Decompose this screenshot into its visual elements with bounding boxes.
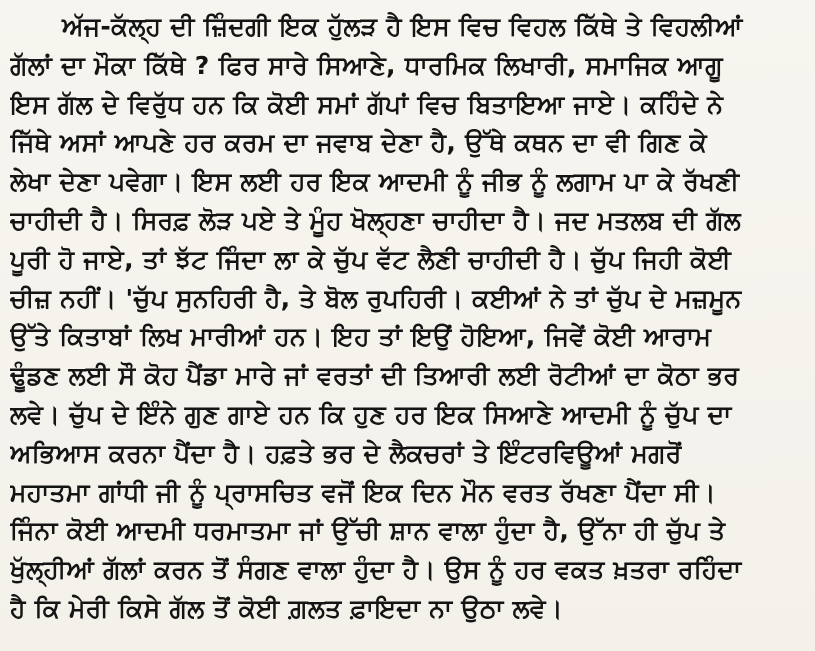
text-line-5: ਲੇਖਾ ਦੇਣਾ ਪਵੇਗਾ। ਇਸ ਲਈ ਹਰ ਇਕ ਆਦਮੀ ਨੂੰ ਜੀਭ ਨੂੰ ਲਗਾਮ ਪਾ ਕੇ ਰੱਖਣੀ <box>10 167 740 197</box>
text-line-12: ਅਭਿਆਸ ਕਰਨਾ ਪੈਂਦਾ ਹੈ। ਹਫ਼ਤੇ ਭਰ ਦੇ ਲੈਕਚਰਾਂ ਤੇ ਇੰਟਰਵਿਊਆਂ ਮਗਰੋਂ <box>10 438 682 468</box>
text-line-6: ਚਾਹੀਦੀ ਹੈ। ਸਿਰਫ਼ ਲੋੜ ਪਏ ਤੇ ਮੂੰਹ ਖੋਲ੍ਹਣਾ ਚਾਹੀਦਾ ਹੈ। ਜਦ ਮਤਲਬ ਦੀ ਗੱਲ <box>10 205 741 235</box>
text-line-13: ਮਹਾਤਮਾ ਗਾਂਧੀ ਜੀ ਨੂੰ ਪ੍ਰਾਸਚਿਤ ਵਜੋਂ ਇਕ ਦਿਨ ਮੌਨ ਵਰਤ ਰੱਖਣਾ ਪੈਂਦਾ ਸੀ। <box>10 477 716 507</box>
text-line-3: ਇਸ ਗੱਲ ਦੇ ਵਿਰੁੱਧ ਹਨ ਕਿ ਕੋਈ ਸਮਾਂ ਗੱਪਾਂ ਵਿਚ ਬਿਤਾਇਆ ਜਾਏ। ਕਹਿੰਦੇ ਨੇ <box>10 89 724 119</box>
text-line-11: ਲਵੇ। ਚੁੱਪ ਦੇ ਇੰਨੇ ਗੁਣ ਗਾਏ ਹਨ ਕਿ ਹੁਣ ਹਰ ਇਕ ਸਿਆਣੇ ਆਦਮੀ ਨੂੰ ਚੁੱਪ ਦਾ <box>10 399 732 429</box>
text-line-16: ਹੈ ਕਿ ਮੇਰੀ ਕਿਸੇ ਗੱਲ ਤੋਂ ਕੋਈ ਗ਼ਲਤ ਫ਼ਾਇਦਾ ਨਾ ਉਠਾ ਲਵੇ। <box>10 593 563 623</box>
text-line-15: ਖੁੱਲ੍ਹੀਆਂ ਗੱਲਾਂ ਕਰਨ ਤੋਂ ਸੰਗਣ ਵਾਲਾ ਹੁੰਦਾ ਹੈ। ਉਸ ਨੂੰ ਹਰ ਵਕਤ ਖ਼ਤਰਾ ਰਹਿੰਦਾ <box>10 555 742 585</box>
text-line-1: ਅੱਜ-ਕੱਲ੍ਹ ਦੀ ਜ਼ਿੰਦਗੀ ਇਕ ਹੁੱਲੜ ਹੈ ਇਸ ਵਿਚ ਵਿਹਲ ਕਿੱਥੇ ਤੇ ਵਿਹਲੀਆਂ <box>62 12 743 41</box>
text-line-4: ਜਿੱਥੇ ਅਸਾਂ ਆਪਣੇ ਹਰ ਕਰਮ ਦਾ ਜਵਾਬ ਦੇਣਾ ਹੈ, ਉੱਥੇ ਕਥਨ ਦਾ ਵੀ ਗਿਣ ਕੇ <box>10 128 707 158</box>
text-line-7: ਪੂਰੀ ਹੋ ਜਾਏ, ਤਾਂ ਝੱਟ ਜਿੰਦਾ ਲਾ ਕੇ ਚੁੱਪ ਵੱਟ ਲੈਣੀ ਚਾਹੀਦੀ ਹੈ। ਚੁੱਪ ਜਿਹੀ ਕੋਈ <box>10 244 732 274</box>
text-line-14: ਜਿੰਨਾ ਕੋਈ ਆਦਮੀ ਧਰਮਾਤਮਾ ਜਾਂ ਉੱਚੀ ਸ਼ਾਨ ਵਾਲਾ ਹੁੰਦਾ ਹੈ, ਉੱਨਾ ਹੀ ਚੁੱਪ ਤੇ <box>10 516 726 546</box>
text-line-10: ਢੂੰਡਣ ਲਈ ਸੌ ਕੋਹ ਪੈਂਡਾ ਮਾਰੇ ਜਾਂ ਵਰਤਾਂ ਦੀ ਤਿਆਰੀ ਲਈ ਰੋਟੀਆਂ ਦਾ ਕੋਠਾ ਭਰ <box>10 361 740 391</box>
text-line-8: ਚੀਜ਼ ਨਹੀਂ। 'ਚੁੱਪ ਸੁਨਹਿਰੀ ਹੈ, ਤੇ ਬੋਲ ਰੁਪਹਿਰੀ। ਕਈਆਂ ਨੇ ਤਾਂ ਚੁੱਪ ਦੇ ਮਜ਼ਮੂਨ <box>10 283 742 313</box>
text-line-9: ਉੱਤੇ ਕਿਤਾਬਾਂ ਲਿਖ ਮਾਰੀਆਂ ਹਨ। ਇਹ ਤਾਂ ਇਉਂ ਹੋਇਆ, ਜਿਵੇਂ ਕੋਈ ਆਰਾਮ <box>10 322 712 352</box>
text-line-2: ਗੱਲਾਂ ਦਾ ਮੌਕਾ ਕਿੱਥੇ ? ਫਿਰ ਸਾਰੇ ਸਿਆਣੇ, ਧਾਰਮਿਕ ਲਿਖਾਰੀ, ਸਮਾਜਿਕ ਆਗੂ <box>10 50 723 80</box>
